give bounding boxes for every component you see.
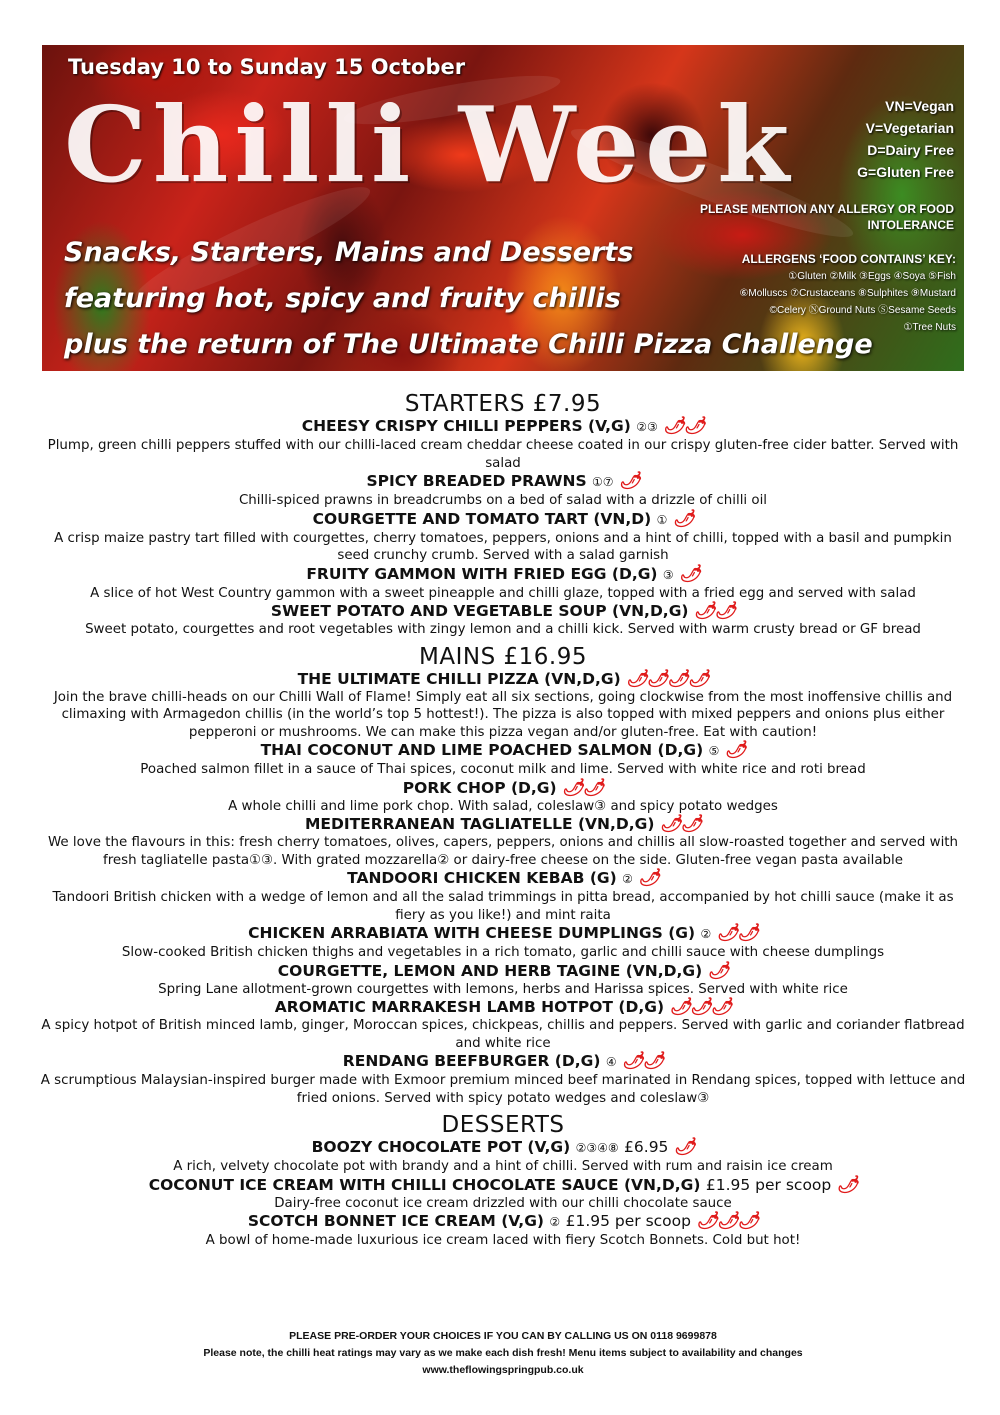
chilli-heat-icon: 🌶	[724, 740, 746, 760]
dish-description: Dairy-free coconut ice cream drizzled with our chilli chocolate sauce	[274, 1195, 732, 1211]
menu-item	[40, 815, 966, 869]
dish-description: Chilli-spiced prawns in breadcrumbs on a bed of salad with a drizzle of chilli oil	[238, 493, 768, 508]
menu-item	[40, 565, 966, 603]
preorder-notice: PLEASE PRE-ORDER YOUR CHOICES IF YOU CAN BY CALLING US ON 0118 9699878	[289, 1330, 717, 1342]
allergen-gluten: ①Gluten	[788, 271, 827, 282]
menu-body	[40, 392, 966, 1250]
legend-dairy-free: D=Dairy Free	[867, 142, 954, 158]
menu-item-title	[40, 1052, 966, 1072]
allergen-mustard: ⑨Mustard	[910, 288, 956, 299]
tagline-1: Snacks, Starters, Mains and Desserts	[64, 237, 634, 268]
legend-gluten-free: G=Gluten Free	[857, 164, 954, 180]
menu-footer	[40, 1328, 966, 1379]
tagline-2: featuring hot, spicy and fruity chillis	[64, 283, 621, 314]
menu-item	[40, 1176, 966, 1213]
dish-name: TANDOORI CHICKEN KEBAB (G)	[347, 869, 617, 887]
allergen-codes: ②③④⑧	[575, 1141, 619, 1155]
menu-item-title	[40, 779, 966, 798]
menu-item-title	[40, 998, 966, 1017]
chilli-heat-icon: 🌶🌶🌶🌶	[626, 668, 709, 689]
allergen-soya: ④Soya	[893, 271, 926, 282]
menu-item	[40, 1212, 966, 1250]
allergen-codes: ②	[622, 872, 633, 886]
menu-item	[40, 1052, 966, 1107]
dish-name: MEDITERRANEAN TAGLIATELLE (VN,D,G)	[304, 815, 655, 833]
dish-price: £6.95	[624, 1138, 669, 1156]
dish-name: BOOZY CHOCOLATE POT (V,G)	[311, 1138, 571, 1156]
chilli-heat-icon: 🌶🌶🌶	[669, 997, 732, 1017]
allergen-key	[676, 251, 956, 336]
event-title: Chilli Week	[64, 83, 796, 206]
menu-item	[40, 472, 966, 510]
chilli-heat-icon: 🌶🌶🌶	[696, 1211, 759, 1231]
dish-description: A crisp maize pastry tart filled with courgettes, cherry tomatoes, peppers, onions and a hint of chilli, topped with a basil and pumpkin seed crunchy crumb. Served with a salad garnish	[54, 530, 952, 563]
menu-item	[40, 779, 966, 816]
menu-item-title	[40, 670, 966, 689]
allergen-key-row-4	[676, 319, 956, 336]
website-link[interactable]: www.theflowingspringpub.co.uk	[422, 1364, 584, 1376]
starters-list	[40, 417, 966, 639]
allergy-notice: PLEASE MENTION ANY ALLERGY OR FOOD INTOLERANCE	[699, 202, 954, 232]
menu-item-title	[40, 924, 966, 944]
chilli-heat-icon: 🌶🌶	[622, 1051, 664, 1071]
menu-item	[40, 417, 966, 472]
allergen-key-title: ALLERGENS ‘FOOD CONTAINS’ KEY:	[741, 252, 956, 266]
menu-item	[40, 869, 966, 924]
dish-description: Poached salmon fillet in a sauce of Thai spices, coconut milk and lime. Served with white rice and roti bread	[140, 762, 866, 777]
dish-name: RENDANG BEEFBURGER (D,G)	[342, 1052, 601, 1070]
allergen-codes: ④	[605, 1055, 617, 1069]
heat-disclaimer: Please note, the chilli heat ratings may vary as we make each dish fresh! Menu items subject to availability and changes	[203, 1347, 803, 1359]
menu-item-title	[40, 1212, 966, 1232]
dish-price: £1.95 per scoop	[705, 1175, 832, 1194]
event-dates: Tuesday 10 to Sunday 15 October	[68, 55, 466, 79]
allergen-eggs: ③Eggs	[859, 271, 891, 282]
diet-legend	[857, 95, 954, 183]
allergen-codes: ②	[700, 927, 712, 941]
dish-name: AROMATIC MARRAKESH LAMB HOTPOT (D,G)	[274, 998, 665, 1016]
dish-description: Sweet potato, courgettes and root vegetables with zingy lemon and a chilli kick. Served with warm crusty bread or GF bread	[85, 622, 921, 637]
menu-item	[40, 602, 966, 639]
dish-name: COURGETTE AND TOMATO TART (VN,D)	[312, 509, 652, 528]
dish-name: SPICY BREADED PRAWNS	[366, 472, 587, 490]
dish-description: A spicy hotpot of British minced lamb, ginger, Moroccan spices, chickpeas, chillis and peppers. Served with garlic and coriander flatbread and white rice	[41, 1018, 965, 1051]
allergen-codes: ①⑦	[592, 475, 614, 489]
chilli-heat-icon: 🌶	[672, 508, 694, 529]
menu-item-title	[40, 510, 966, 530]
desserts-heading: DESSERTS	[441, 1112, 565, 1138]
chilli-heat-icon: 🌶	[673, 1137, 695, 1157]
allergen-crustaceans: ⑦Crustaceans	[790, 288, 856, 299]
dish-name: COCONUT ICE CREAM WITH CHILLI CHOCOLATE SAUCE (VN,D,G)	[148, 1175, 701, 1194]
dish-name: FRUITY GAMMON WITH FRIED EGG (D,G)	[306, 564, 658, 583]
allergen-codes: ③	[662, 567, 674, 582]
allergen-key-row-1	[676, 268, 956, 285]
chilli-heat-icon: 🌶	[707, 960, 729, 981]
menu-item-title	[40, 869, 966, 889]
mains-list	[40, 670, 966, 1108]
menu-item	[40, 1138, 966, 1176]
allergen-key-row-3	[676, 302, 956, 319]
dish-description: Join the brave chilli-heads on our Chilli Wall of Flame! Simply eat all six sections, going clockwise from the most inoffensive chillis and climaxing with Armagedon chillis (in the world’s top 5 hottest!). The pizza is also topped with mixed peppers and onions plus either pepperoni or mushrooms. We can make this pizza vegan and/or gluten-free. Eat with caution!	[53, 689, 953, 740]
chilli-heat-icon: 🌶🌶	[562, 777, 604, 798]
menu-item	[40, 962, 966, 999]
dish-name: SWEET POTATO AND VEGETABLE SOUP (VN,D,G)	[270, 602, 689, 620]
allergen-fish: ⑤Fish	[928, 271, 956, 282]
legend-vegetarian: V=Vegetarian	[865, 120, 954, 136]
dish-name: THAI COCONUT AND LIME POACHED SALMON (D,G)	[260, 741, 704, 759]
dish-description: Spring Lane allotment-grown courgettes with lemons, herbs and Harissa spices. Served with white rice	[158, 981, 848, 997]
menu-item-title	[40, 1138, 966, 1158]
allergen-celery: ©Celery	[769, 305, 806, 316]
chilli-heat-icon: 🌶	[638, 868, 659, 888]
dish-name: CHEESY CRISPY CHILLI PEPPERS (V,G)	[301, 417, 631, 435]
menu-item-title	[40, 815, 966, 834]
menu-item-title	[40, 602, 966, 621]
chilli-week-banner	[42, 45, 964, 371]
chilli-heat-icon: 🌶	[836, 1174, 858, 1195]
allergen-codes: ②	[549, 1215, 561, 1229]
allergen-codes: ①	[656, 512, 668, 527]
allergen-key-row-2	[676, 285, 956, 302]
dish-description: We love the flavours in this: fresh cherry tomatoes, olives, capers, peppers, onions and chillis all slow-roasted together and served with fresh tagliatelle pasta①③. With grated mozzarella② or dairy-free cheese on the side. Gluten-free vegan pasta available	[47, 835, 959, 868]
tagline-3: plus the return of The Ultimate Chilli Pizza Challenge	[64, 329, 873, 360]
allergen-sesame-seeds: ⓈSesame Seeds	[878, 305, 956, 316]
allergen-codes: ⑤	[708, 744, 720, 758]
dish-name: SCOTCH BONNET ICE CREAM (V,G)	[247, 1212, 545, 1230]
dish-name: CHICKEN ARRABIATA WITH CHEESE DUMPLINGS (G)	[248, 924, 696, 942]
dish-name: PORK CHOP (D,G)	[402, 778, 557, 797]
dish-price: £1.95 per scoop	[565, 1212, 691, 1230]
menu-item-title	[40, 417, 966, 437]
allergen-milk: ②Milk	[829, 271, 857, 282]
allergen-sulphites: ⑧Sulphites	[858, 288, 909, 299]
desserts-list	[40, 1138, 966, 1250]
dish-description: A bowl of home-made luxurious ice cream laced with fiery Scotch Bonnets. Cold but hot!	[205, 1233, 801, 1248]
menu-item-title	[40, 565, 966, 585]
menu-item	[40, 510, 966, 565]
menu-item	[40, 741, 966, 779]
starters-heading: STARTERS £7.95	[404, 391, 602, 417]
menu-item	[40, 924, 966, 962]
chilli-heat-icon: 🌶	[618, 471, 640, 491]
chilli-heat-icon: 🌶🌶	[693, 601, 736, 621]
legend-vegan: VN=Vegan	[885, 98, 954, 114]
dish-description: A slice of hot West Country gammon with a sweet pineapple and chilli glaze, topped with a fried egg and served with salad	[90, 585, 916, 601]
allergen-ground-nuts: ⓃGround Nuts	[808, 305, 876, 316]
dish-name: COURGETTE, LEMON AND HERB TAGINE (VN,D,G)	[277, 961, 703, 980]
chilli-heat-icon: 🌶	[679, 563, 700, 584]
dish-description: A rich, velvety chocolate pot with brandy and a hint of chilli. Served with rum and raisin ice cream	[173, 1159, 833, 1174]
allergen-tree-nuts: ①Tree Nuts	[903, 322, 956, 333]
chilli-heat-icon: 🌶🌶	[663, 416, 705, 436]
dish-description: A whole chilli and lime pork chop. With salad, coleslaw③ and spicy potato wedges	[228, 798, 778, 814]
dish-description: A scrumptious Malaysian-inspired burger made with Exmoor premium minced beef marinated in Rendang spices, topped with lettuce and fried onions. Served with spicy potato wedges and coleslaw③	[40, 1073, 966, 1106]
menu-item-title	[40, 962, 966, 981]
mains-heading: MAINS £16.95	[419, 643, 587, 670]
allergen-molluscs: ⑥Molluscs	[739, 288, 788, 299]
dish-description: Slow-cooked British chicken thighs and vegetables in a rich tomato, garlic and chilli sauce with cheese dumplings	[121, 945, 885, 960]
dish-name: THE ULTIMATE CHILLI PIZZA (VN,D,G)	[297, 669, 621, 688]
allergen-codes: ②③	[636, 420, 658, 434]
menu-item-title	[40, 472, 966, 492]
chilli-heat-icon: 🌶🌶	[659, 814, 702, 834]
chilli-heat-icon: 🌶🌶	[716, 923, 758, 943]
menu-item-title	[40, 1176, 966, 1195]
dish-description: Plump, green chilli peppers stuffed with our chilli-laced cream cheddar cheese coated in our crispy gluten-free cider batter. Served with salad	[47, 438, 959, 471]
menu-item	[40, 670, 966, 742]
menu-item	[40, 998, 966, 1052]
menu-item-title	[40, 741, 966, 761]
dish-description: Tandoori British chicken with a wedge of lemon and all the salad trimmings in pitta bread, accompanied by hot chilli sauce (make it as fiery as you like!) and mint raita	[52, 890, 954, 923]
